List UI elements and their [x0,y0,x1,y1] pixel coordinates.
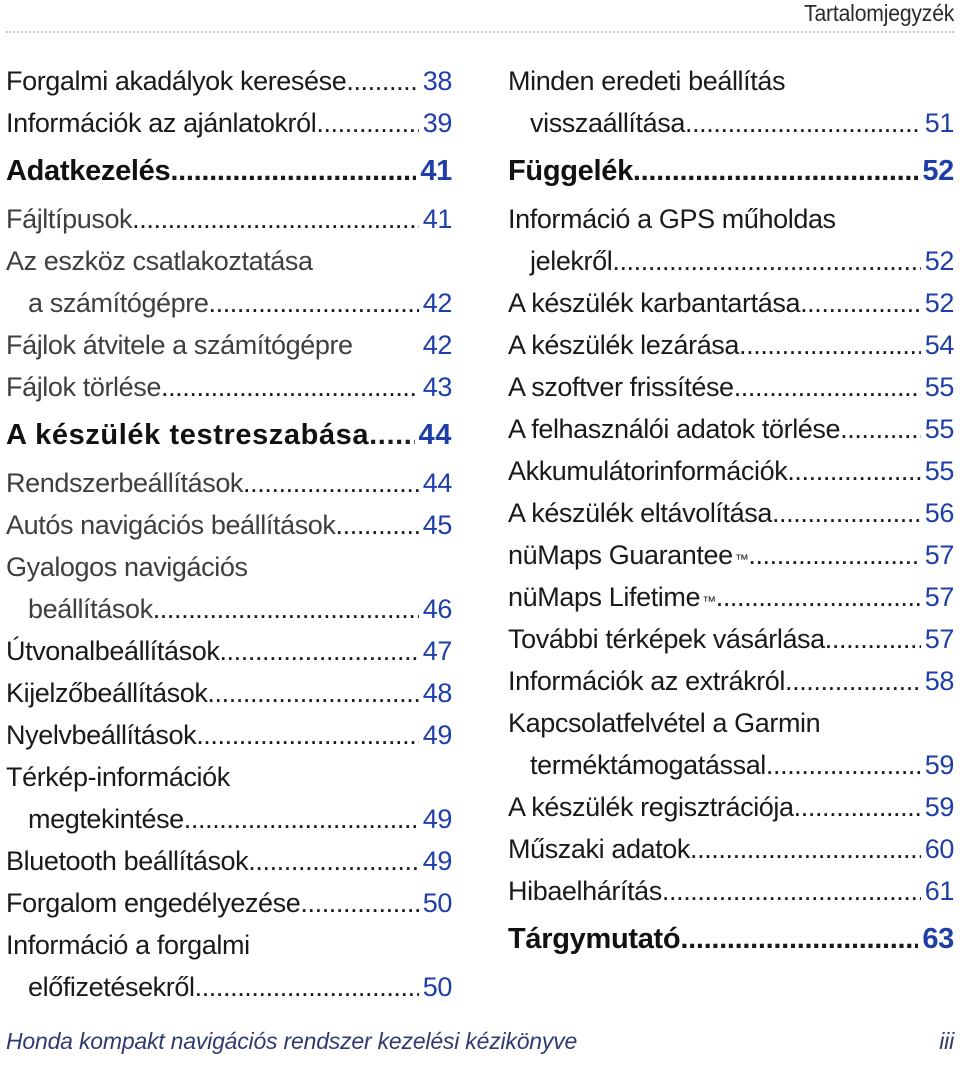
toc-entry-label: Térkép-információk [6,762,230,792]
toc-entry-fajltipusok[interactable] [6,198,452,240]
toc-section-heading-adatkezeles[interactable] [6,144,452,198]
toc-leader-dots [300,882,418,924]
toc-entry-label: Információk az extrákról [508,666,785,696]
toc-entry-a-keszulek-karbantartasa[interactable] [508,282,954,324]
toc-entry-jelekrol[interactable] [508,240,954,282]
toc-entry-kapcsolatfelvetel-a-garmin [508,702,954,744]
toc-leader-dots [248,840,418,882]
toc-page-number[interactable]: 49 [422,804,452,834]
toc-entry-label: Forgalmi akadályok keresése [6,66,347,96]
toc-page-number[interactable]: 63 [922,923,954,955]
toc-leader-dots [840,408,921,450]
toc-entry-a-keszulek-eltavolitasa[interactable] [508,492,954,534]
toc-section-heading-fuggelek[interactable] [508,144,954,198]
toc-entry-label: Kapcsolatfelvétel a Garmin [508,708,821,738]
toc-page-number[interactable]: 50 [422,888,452,918]
toc-leader-dots [748,534,920,576]
toc-leader-dots [316,102,418,144]
toc-entry-label: A készülék eltávolítása [508,498,772,528]
toc-entry-label: terméktámogatással [530,750,766,780]
toc-leader-dots [161,366,419,408]
toc-entry-termektamogatassal[interactable] [508,744,954,786]
toc-page-number[interactable]: 43 [422,372,452,402]
toc-page-number[interactable]: 38 [422,66,452,96]
toc-entry-label: Információk az ajánlatokról [6,108,317,138]
toc-leader-dots [825,618,921,660]
toc-leader-dots [196,714,419,756]
toc-page-number[interactable]: 60 [924,834,954,864]
toc-leader-dots [207,672,418,714]
toc-page-number[interactable]: 50 [422,972,452,1002]
toc-page-number[interactable]: 51 [924,108,954,138]
page-footer [6,1028,954,1055]
toc-leader-dots [153,588,419,630]
toc-leader-dots [132,198,419,240]
toc-entry-label: A készülék karbantartása [508,288,801,318]
toc-entry-tovabbi-terkepek-vasarlasa[interactable] [508,618,954,660]
toc-entry-a-felhasznaloi-adatok-torlese[interactable] [508,408,954,450]
toc-entry-informaciok-az-ajanlatokrol[interactable] [6,102,452,144]
toc-leader-dots [787,450,920,492]
toc-entry-megtekintese[interactable] [6,798,452,840]
toc-leader-dots [772,492,921,534]
toc-leader-dots [739,324,921,366]
toc-entry-label: Akkumulátorinformációk [508,456,788,486]
toc-entry-elofizetesekrol[interactable] [6,966,452,1008]
toc-page-number[interactable]: 57 [924,624,954,654]
toc-entry-label: Rendszerbeállítások [6,468,244,498]
toc-leader-dots [195,966,419,1008]
toc-section-heading-targymutato[interactable] [508,912,954,966]
toc-entry-informacio-a-forgalmi [6,924,452,966]
toc-entry-forgalmi-akadalyok-keresese[interactable] [6,60,452,102]
toc-page-number[interactable]: 41 [422,204,452,234]
toc-leader-dots [800,282,921,324]
toc-leader-dots [336,504,419,546]
toc-entry-label: További térképek vásárlása [508,624,825,654]
toc-entry-nyelvbeallitasok[interactable] [6,714,452,756]
toc-leader-dots [184,798,419,840]
toc-entry-label: Tárgymutató [508,923,681,955]
toc-page-number[interactable]: 57 [924,582,954,612]
toc-entry-muszaki-adatok[interactable] [508,828,954,870]
toc-entry-label: jelekről [530,246,613,276]
toc-entry-numaps-guarantee[interactable] [508,534,954,576]
toc-entry-label: beállítások [28,594,153,624]
toc-page-number[interactable]: 48 [422,678,452,708]
toc-entry-numaps-lifetime[interactable] [508,576,954,618]
toc-page-number[interactable]: 49 [422,846,452,876]
toc-page-number[interactable]: 59 [924,750,954,780]
trademark-symbol: ™ [734,551,749,567]
toc-leader-dots [612,240,920,282]
toc-leader-dots [209,282,419,324]
toc-page-number[interactable]: 57 [924,540,954,570]
toc-entry-beallitasok[interactable] [6,588,452,630]
toc-page-number[interactable]: 52 [922,155,954,187]
toc-entry-label: Fájlok törlése [6,372,161,402]
toc-page-number[interactable]: 42 [422,330,452,360]
toc-entry-a-keszulek-regisztracioja[interactable] [508,786,954,828]
toc-page-number[interactable]: 47 [422,636,452,666]
footer-page-number: iii [939,1028,954,1054]
toc-leader-dots [243,462,419,504]
toc-entry-label: A felhasználói adatok törlése [508,414,841,444]
toc-page-number[interactable]: 61 [924,876,954,906]
toc-entry-label: Kijelzőbeállítások [6,678,208,708]
toc-entry-label: a számítógépre [28,288,209,318]
toc-page-number[interactable]: 52 [924,288,954,318]
toc-entry-label: nüMaps Lifetime [508,582,701,612]
toc-page-number[interactable]: 39 [422,108,452,138]
toc-leader-dots [685,102,921,144]
toc-entry-label: Információ a GPS műholdas [508,204,836,234]
toc-entry-utvonalbeallitasok[interactable] [6,630,452,672]
toc-entry-kijelzobeallitasok[interactable] [6,672,452,714]
toc-page-number[interactable]: 41 [420,155,452,187]
toc-entry-label: Útvonalbeállítások [6,636,220,666]
trademark-symbol: ™ [702,593,716,609]
toc-leader-dots [680,912,918,966]
toc-entry-label: A készülék testreszabása [6,419,370,451]
toc-leader-dots [662,870,921,912]
toc-entry-autos-navigacios-beallitasok[interactable] [6,504,452,546]
toc-page-number[interactable]: 56 [924,498,954,528]
toc-entry-label: Függelék [508,155,633,187]
toc-leader-dots [794,786,921,828]
toc-page-number[interactable]: 55 [924,372,954,402]
toc-entry-label: Információ a forgalmi [6,930,250,960]
toc-entry-terkep-informaciok [6,756,452,798]
toc-page-number[interactable]: 45 [422,510,452,540]
toc-entry-informaciok-az-extrakrol[interactable] [508,660,954,702]
toc-entry-informacio-a-gps-muholdas [508,198,954,240]
toc-entry-label: Az eszköz csatlakoztatása [6,246,313,276]
toc-page-number[interactable]: 58 [924,666,954,696]
toc-page-number[interactable]: 44 [418,419,452,451]
toc-entry-label: Nyelvbeállítások [6,720,197,750]
toc-page-number[interactable]: 55 [924,414,954,444]
toc-entry-label: visszaállítása [530,108,685,138]
toc-leader-dots [219,630,418,672]
toc-page-number[interactable]: 42 [422,288,452,318]
toc-leader-dots [170,144,416,198]
toc-entry-fajlok-torlese[interactable] [6,366,452,408]
toc-entry-fajlok-atvitele-a-szamitogepre[interactable] [6,324,452,366]
toc-page-number[interactable]: 46 [422,594,452,624]
toc-right-column [508,60,954,966]
toc-entry-bluetooth-beallitasok[interactable] [6,840,452,882]
toc-leader-dots [734,366,921,408]
header-dotted-rule [6,31,954,33]
running-header-title: Tartalomjegyzék [803,0,954,26]
toc-leader-dots [766,744,921,786]
toc-page-number[interactable]: 52 [924,246,954,276]
toc-entry-label: Bluetooth beállítások [6,846,249,876]
toc-entry-label: Hibaelhárítás [508,876,662,906]
toc-section-heading-a-keszulek-testreszabasa[interactable] [6,408,452,462]
toc-page-number[interactable]: 49 [422,720,452,750]
toc-page-number[interactable]: 54 [924,330,954,360]
toc-entry-label: Minden eredeti beállítás [508,66,786,96]
toc-entry-gyalogos-navigacios [6,546,452,588]
toc-entry-a-keszulek-lezarasa[interactable] [508,324,954,366]
toc-entry-a-szoftver-frissitese[interactable] [508,366,954,408]
toc-entry-label: Gyalogos navigációs [6,552,248,582]
toc-entry-az-eszkoz-csatlakoztatasa [6,240,452,282]
toc-entry-label: nüMaps Guarantee [508,540,733,570]
toc-entry-label: A készülék regisztrációja [508,792,794,822]
toc-page-number[interactable]: 59 [924,792,954,822]
toc-entry-label: Forgalom engedélyezése [6,888,301,918]
toc-page-number[interactable]: 44 [422,468,452,498]
toc-entry-label: Műszaki adatok [508,834,690,864]
toc-entry-forgalom-engedelyezese[interactable] [6,882,452,924]
toc-entry-label: előfizetésekről [28,972,195,1002]
toc-entry-akkumulatorinformaciok[interactable] [508,450,954,492]
toc-entry-label: Autós navigációs beállítások [6,510,336,540]
toc-entry-rendszerbeallitasok[interactable] [6,462,452,504]
toc-entry-label: megtekintése [28,804,184,834]
toc-leader-dots [346,60,418,102]
toc-entry-label: Fájlok átvitele a számítógépre [6,330,353,360]
toc-entry-label: Fájltípusok [6,204,133,234]
toc-leader-dots [369,408,414,462]
toc-leader-dots [633,144,918,198]
toc-entry-visszaallitasa[interactable] [508,102,954,144]
toc-entry-label: Adatkezelés [6,155,171,187]
toc-leader-dots [785,660,921,702]
toc-leader-dots [716,576,921,618]
toc-page-number[interactable]: 55 [924,456,954,486]
toc-entry-label: A készülék lezárása [508,330,740,360]
toc-entry-a-szamitogepre[interactable] [6,282,452,324]
toc-entry-minden-eredeti-beallitas [508,60,954,102]
footer-manual-title: Honda kompakt navigációs rendszer kezelési kézikönyve [6,1028,578,1054]
toc-entry-hibaelharitas[interactable] [508,870,954,912]
toc-leader-dots [690,828,921,870]
toc-entry-label: A szoftver frissítése [508,372,734,402]
toc-left-column [6,60,452,1008]
